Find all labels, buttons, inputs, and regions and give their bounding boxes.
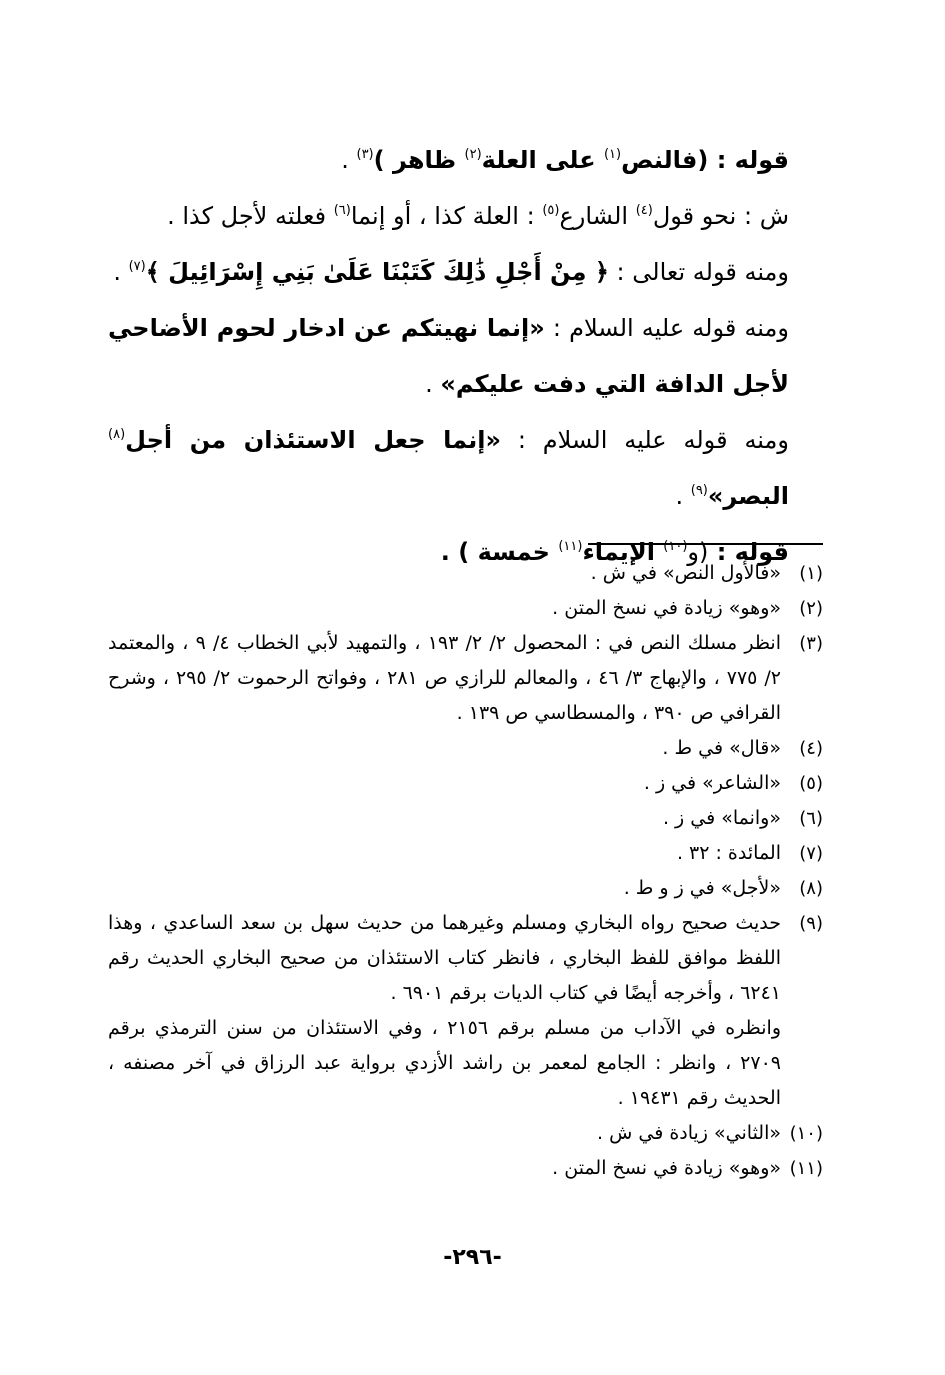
footnote-ref: (٢)	[464, 147, 482, 162]
footnote-ref: (٩)	[690, 483, 708, 498]
footnote	[108, 731, 823, 766]
footnote-ref: (٥)	[542, 203, 560, 218]
paragraph-4: ومنه قوله عليه السلام : «إنما نهيتكم عن ادخار لحوم الأضاحي لأجل الدافة التي دفت عليكم» .	[108, 314, 789, 398]
paragraph-6: قوله : (و$^{(١٠)}$ الإيماء$^{(١١)}$ خمسة ) .	[440, 538, 789, 566]
footnote-number: (٤)	[799, 738, 823, 759]
footnote-ref: (١٠)	[663, 539, 688, 554]
footnote-ref: (٨)	[108, 427, 126, 442]
footnote-text: انظر مسلك النص في : المحصول ٢/ ٢/ ١٩٣ ، والتمهيد لأبي الخطاب ٤/ ٩ ، والمعتمد ٢/ ٧٧٥ ، والإبهاج ٣/ ٤٦ ، والمعالم للرازي ص ٢٨١ ، وفواتح الرحموت ٢/ ٢٩٥ ، وشرح القرافي ص ٣٩٠ ، والمسطاسي ص ١٣٩ .	[108, 632, 781, 724]
footnote	[108, 1151, 823, 1186]
footnote-text: «فالأول النص» في ش .	[590, 562, 781, 584]
footnote-number: (١)	[799, 563, 823, 584]
footnote	[108, 871, 823, 906]
footnote-number: (١٠)	[789, 1123, 823, 1144]
footnote-text: المائدة : ٣٢ .	[676, 842, 781, 864]
hadith-quote: «إنما جعل الاستئذان من أجل	[125, 426, 501, 454]
footnote	[108, 766, 823, 801]
footnote	[108, 556, 823, 591]
footnote-text: «لأجل» في ز و ط .	[623, 877, 781, 899]
paragraph-3: ومنه قوله تعالى : ﴿ مِنْ أَجْلِ ذَٰلِكَ كَتَبْنَا عَلَىٰ بَنِي إِسْرَائِيلَ ﴾$^{(٧)}$ .	[113, 258, 789, 286]
footnote-number: (١١)	[789, 1158, 823, 1179]
paragraph-1: قوله : (فالنص$^{(١)}$ على العلة$^{(٢)}$ ظاهر )$^{(٣)}$ .	[341, 146, 789, 174]
footnote-number: (٩)	[799, 913, 823, 934]
footnote	[108, 801, 823, 836]
footnote-ref: (٧)	[128, 259, 146, 274]
footnote-number: (٥)	[799, 773, 823, 794]
footnote-text: «الثاني» زيادة في ش .	[597, 1122, 781, 1144]
footnote-ref: (٣)	[356, 147, 374, 162]
footnote-ref: (٤)	[635, 203, 653, 218]
footnote	[108, 1116, 823, 1151]
footnote-number: (٦)	[799, 808, 823, 829]
footnote-ref: (١)	[603, 147, 622, 162]
footnote-text: «الشاعر» في ز .	[643, 772, 781, 794]
footnote	[108, 626, 823, 731]
footnote-text: «وانما» في ز .	[662, 807, 781, 829]
footnote-ref: (٦)	[333, 203, 351, 218]
paragraph-5: ومنه قوله عليه السلام : «إنما جعل الاستئذان من أجل$^{(٨)}$ البصر»$^{(٩)}$ .	[108, 426, 789, 510]
footnote-number: (٣)	[799, 633, 823, 654]
footnote-number: (٨)	[799, 878, 823, 899]
quran-quote: ﴿ مِنْ أَجْلِ ذَٰلِكَ كَتَبْنَا عَلَىٰ بَنِي إِسْرَائِيلَ ﴾	[145, 258, 609, 286]
hadith-quote: «إنما نهيتكم عن ادخار لحوم الأضاحي لأجل الدافة التي دفت عليكم»	[108, 314, 789, 398]
footnote-text: «قال» في ط .	[662, 737, 781, 759]
footnote-text: حديث صحيح رواه البخاري ومسلم وغيرهما من حديث سهل بن سعد الساعدي ، وهذا اللفظ موافق للفظ البخاري ، فانظر كتاب الاستئذان من صحيح البخاري الحديث رقم ٦٢٤١ ، وأخرجه أيضًا في كتاب الديات برقم ٦٩٠١ . وانظره في الآداب من مسلم برقم ٢١٥٦ ، وفي الاستئذان من سنن الترمذي برقم ٢٧٠٩ ، وانظر : الجامع لمعمر بن راشد الأزدي برواية عبد الرزاق في آخر مصنفه ، الحديث رقم ١٩٤٣١ .	[108, 912, 781, 1109]
footnote-number: (٢)	[799, 598, 823, 619]
footnote-ref: (١١)	[558, 539, 583, 554]
main-text	[108, 132, 813, 580]
footnotes-section	[108, 556, 823, 1186]
footnote-text: «وهو» زيادة في نسخ المتن .	[552, 597, 781, 619]
footnote-text: «وهو» زيادة في نسخ المتن .	[552, 1157, 781, 1179]
footnote	[108, 591, 823, 626]
footnote-divider	[588, 543, 823, 545]
page-number: -٢٩٦-	[443, 1245, 502, 1270]
footnote	[108, 836, 823, 871]
footnote	[108, 906, 823, 1116]
paragraph-2: ش : نحو قول$^{(٤)}$ الشارع$^{(٥)}$ : العلة كذا ، أو إنما$^{(٦)}$ فعلته لأجل كذا .	[167, 202, 789, 230]
footnote-number: (٧)	[799, 843, 823, 864]
